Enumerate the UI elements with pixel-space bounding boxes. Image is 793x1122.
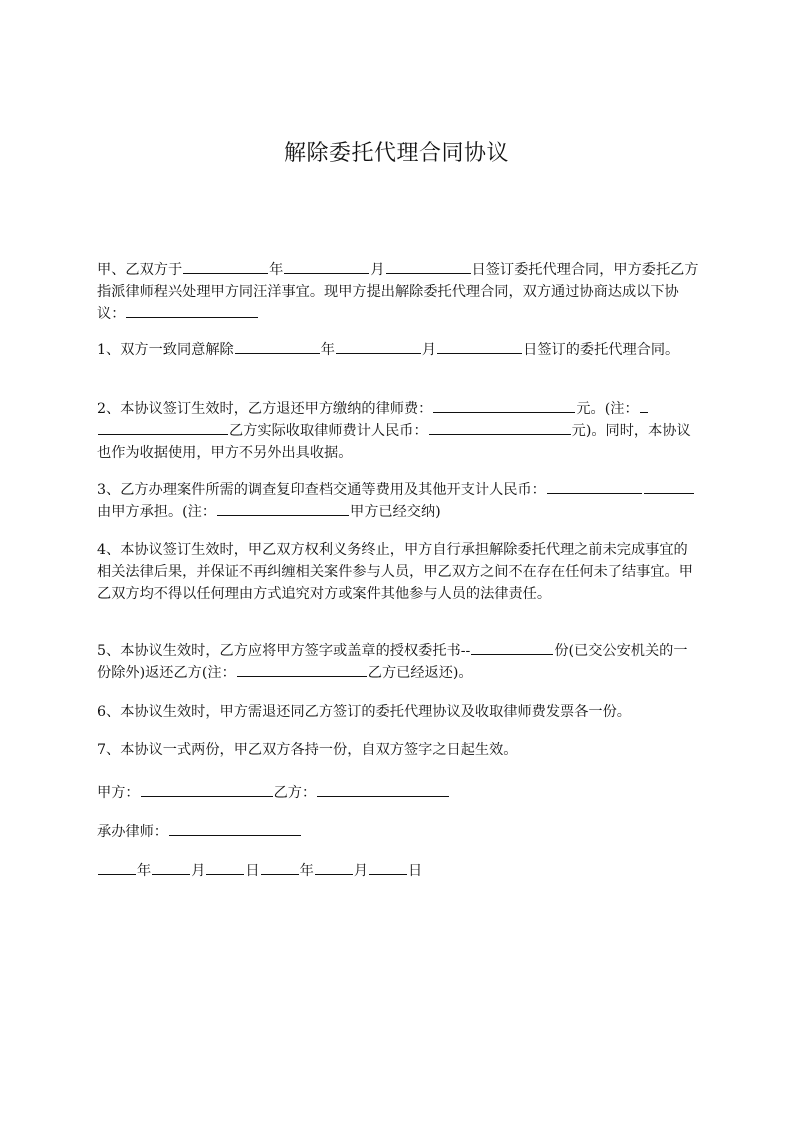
party-a-label: 甲方： [97, 785, 140, 801]
lawyer-label: 承办律师： [97, 824, 168, 840]
clause-1-year-blank [235, 340, 320, 354]
clause-7: 7、本协议一式两份，甲乙双方各持一份，自双方签字之日起生效。 [97, 742, 518, 758]
clause-1 [97, 339, 717, 361]
date-b-year-blank [261, 861, 299, 875]
clause-3-text-a: 3、乙方办理案件所需的调查复印查档交通等费用及其他开支计人民币： [97, 482, 546, 498]
clause-1-month-blank [336, 340, 421, 354]
signature-parties [97, 782, 701, 804]
signature-lawyer [97, 821, 701, 843]
intro-text-c: 月 [370, 262, 385, 278]
clause-3-text-c: 甲方已经交纳) [350, 504, 441, 520]
intro-text-d: 日签订委托代理合同，甲方委托乙方指派律师程兴处理甲方同汪洋事宜。现甲方提出解除委托代理合同，双方通过协商达成以下协议： [97, 262, 699, 322]
date-a-year-label: 年 [137, 863, 152, 879]
clause-5-text-b: 份(已交公安机关的一份除外)返还乙方(注： [97, 643, 688, 681]
clause-2 [97, 398, 701, 464]
clause-5-text-a: 5、本协议生效时，乙方应将甲方签字或盖章的授权委托书-- [97, 643, 471, 659]
clause-3-text-b: 由甲方承担。(注： [97, 504, 217, 520]
clause-5 [97, 640, 701, 684]
intro-text-a: 甲、乙双方于 [97, 262, 183, 278]
clause-2-text-c: 乙方实际收取律师费计人民币： [229, 423, 428, 439]
date-b-year-label: 年 [299, 863, 314, 879]
signature-dates [97, 860, 701, 882]
party-b-label: 乙方： [273, 785, 317, 801]
clause-1-text-a: 1、双方一致同意解除 [97, 342, 234, 358]
intro-year-blank [183, 260, 268, 274]
date-a-year-blank [98, 861, 136, 875]
date-a-day-blank [206, 861, 244, 875]
date-a-day-label: 日 [245, 863, 260, 879]
clause-1-text-d: 日签订的委托代理合同。 [523, 342, 680, 358]
clause-3-note-blank [217, 502, 349, 516]
lawyer-signature-blank [169, 822, 301, 836]
clause-5-note-blank [237, 663, 367, 677]
clause-2-text-d: 元)。同时，本协议也作为收据使用，甲方不另外出具收据。 [97, 423, 691, 461]
clause-3 [97, 479, 701, 523]
clause-5-text-c: 乙方已经返还)。 [367, 665, 473, 681]
clause-4: 4、本协议签订生效时，甲乙双方权利义务终止，甲方自行承担解除委托代理之前未完成事宜的相关法律后果，并保证不再纠缠相关案件参与人员，甲乙双方之间不在存在任何未了结事宜。甲乙双方均不得以任何理由方式追究对方或案件其他参与人员的法律责任。 [97, 542, 693, 602]
intro-day-blank [386, 260, 471, 274]
intro-text-b: 年 [269, 262, 284, 278]
clause-1-text-b: 年 [320, 342, 335, 358]
date-b-day-blank [369, 861, 407, 875]
clause-2-text-a: 2、本协议签订生效时，乙方退还甲方缴纳的律师费： [97, 401, 433, 417]
clause-2-fee-blank [429, 421, 571, 435]
clause-1-day-blank [437, 340, 522, 354]
clause-5-copies-blank [471, 641, 553, 655]
intro-agreement-blank [126, 304, 258, 318]
clause-2-note-blank [98, 421, 228, 435]
clause-3-amount-blank [547, 480, 642, 494]
intro-paragraph [97, 259, 701, 325]
document-title: 解除委托代理合同协议 [283, 141, 509, 166]
clause-1-text-c: 月 [421, 342, 437, 358]
date-b-month-blank [315, 861, 353, 875]
date-b-month-label: 月 [353, 863, 369, 879]
date-b-day-label: 日 [408, 863, 423, 879]
date-a-month-label: 月 [191, 863, 206, 879]
party-a-signature-blank [141, 783, 273, 797]
date-a-month-blank [152, 861, 190, 875]
clause-3-amount-blank-cont [644, 480, 694, 494]
party-b-signature-blank [317, 783, 449, 797]
clause-6: 6、本协议生效时，甲方需退还同乙方签订的委托代理协议及收取律师费发票各一份。 [97, 704, 631, 720]
clause-2-refund-blank [433, 399, 575, 413]
clause-2-note-blank-start [640, 399, 648, 413]
intro-month-blank [284, 260, 369, 274]
clause-2-text-b: 元。(注： [576, 401, 639, 417]
